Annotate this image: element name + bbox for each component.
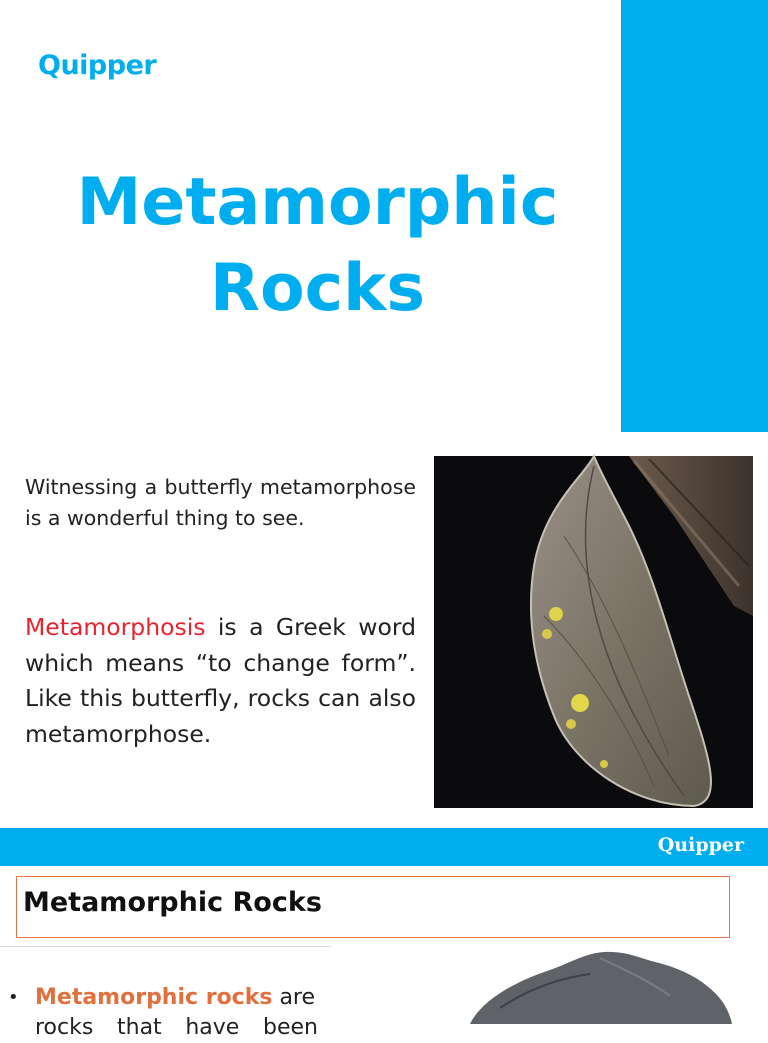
title-line-2: Rocks bbox=[209, 251, 426, 326]
intro-paragraph: Witnessing a butterfly metamorphose is a wonderful thing to see. bbox=[25, 475, 416, 530]
accent-band bbox=[621, 0, 768, 432]
slide-heading-box bbox=[16, 876, 730, 938]
chrysalis-image bbox=[434, 456, 753, 808]
intro-slide bbox=[0, 432, 768, 828]
bullet-text-rest: are bbox=[272, 985, 316, 1010]
bullet-line-2 bbox=[35, 1013, 318, 1043]
keyword-metamorphic-rocks: Metamorphic rocks bbox=[35, 985, 273, 1010]
definition-slide bbox=[0, 828, 768, 1040]
rock-image bbox=[440, 948, 768, 1024]
word: that bbox=[117, 1015, 162, 1040]
definition-paragraph bbox=[25, 610, 416, 752]
word: rocks bbox=[35, 1015, 94, 1040]
word: been bbox=[263, 1015, 318, 1040]
slide-title bbox=[20, 160, 615, 332]
divider-line bbox=[0, 946, 331, 947]
title-line-1: Metamorphic bbox=[76, 165, 559, 240]
definition-text: is a Greek word which means “to change form”. Like this butterfly, rocks can also metamorphose. bbox=[25, 613, 416, 748]
keyword-metamorphosis: Metamorphosis bbox=[25, 613, 206, 641]
header-bar bbox=[0, 828, 768, 866]
slide-heading: Metamorphic Rocks bbox=[23, 887, 322, 918]
quipper-logo-small: Quipper bbox=[657, 834, 744, 856]
title-slide bbox=[0, 0, 768, 432]
bullet-dot: • bbox=[8, 987, 19, 1008]
word: have bbox=[185, 1015, 240, 1040]
bullet-line-1 bbox=[35, 983, 318, 1013]
quipper-logo: Quipper bbox=[38, 50, 157, 81]
